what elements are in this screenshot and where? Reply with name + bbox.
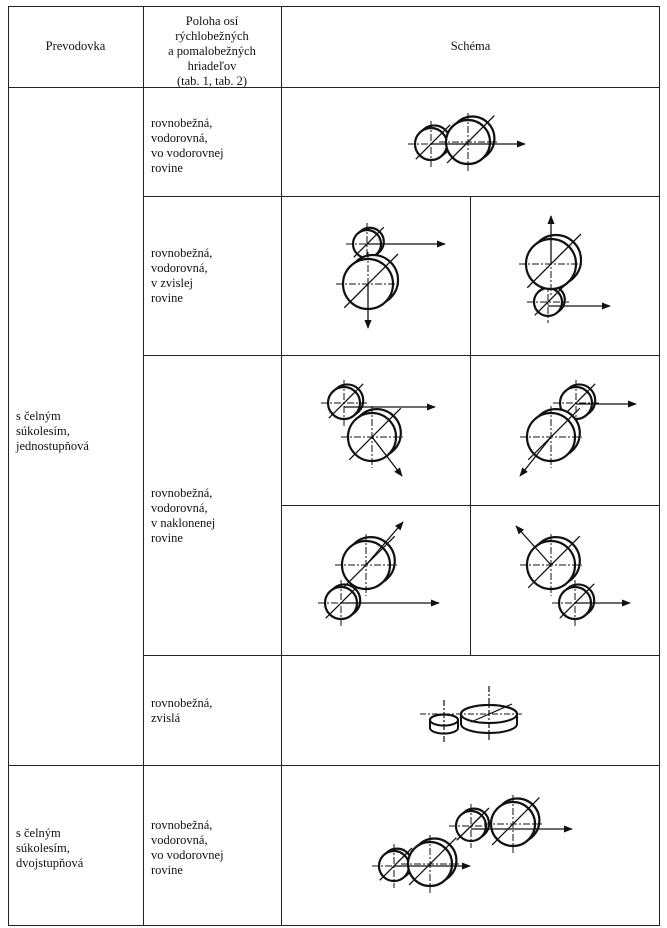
position-line: rovnobežná, [151, 696, 213, 710]
position-line: vo vodorovnej [151, 146, 224, 160]
gear-pair-vertical-down-icon [336, 223, 445, 328]
position-line: v naklonenej [151, 516, 216, 530]
header-poloha-line: Poloha osí [185, 14, 239, 28]
position-line: rovnobežná, [151, 818, 213, 832]
position-line: rovine [151, 531, 183, 545]
header-poloha-line: (tab. 1, tab. 2) [176, 74, 248, 88]
position-line: rovnobežná, [151, 486, 213, 500]
type-line: jednostupňová [16, 439, 89, 453]
position-line: zvislá [151, 711, 181, 725]
gear-pair-horizontal-icon [408, 113, 525, 171]
position-line: vodorovná, [151, 501, 208, 515]
position-line: vodorovná, [151, 833, 208, 847]
position-line: rovnobežná, [151, 116, 213, 130]
header-poloha-line: rýchlobežných [175, 29, 249, 43]
position-line: rovine [151, 291, 183, 305]
position-line: vodorovná, [151, 131, 208, 145]
position-line: rovine [151, 161, 183, 175]
type-line: súkolesím, [16, 841, 70, 855]
position-line: rovnobežná, [151, 246, 213, 260]
position-line: vodorovná, [151, 261, 208, 275]
gear-pair-inclined-down-left-icon [520, 380, 636, 476]
header-prevodovka: Prevodovka [45, 39, 106, 53]
position-line: rovine [151, 863, 183, 877]
gear-pair-vertical-up-icon [519, 216, 610, 323]
gear-pair-inclined-up-right-icon [318, 522, 439, 626]
gear-pair-inclined-down-right-icon [321, 380, 435, 476]
gear-pair-inclined-up-left-icon [516, 526, 630, 626]
type-line: súkolesím, [16, 424, 70, 438]
position-line: vo vodorovnej [151, 848, 224, 862]
gear-two-stage-horizontal-icon [372, 795, 572, 893]
gear-pair-vertical-shafts-icon [420, 686, 522, 742]
position-line: v zvislej [151, 276, 194, 290]
type-line: s čelným [16, 826, 61, 840]
header-poloha-line: hriadeľov [187, 59, 237, 73]
header-schema: Schéma [450, 39, 491, 53]
header-poloha-line: a pomalobežných [168, 44, 256, 58]
type-line: dvojstupňová [16, 856, 84, 870]
type-line: s čelným [16, 409, 61, 423]
